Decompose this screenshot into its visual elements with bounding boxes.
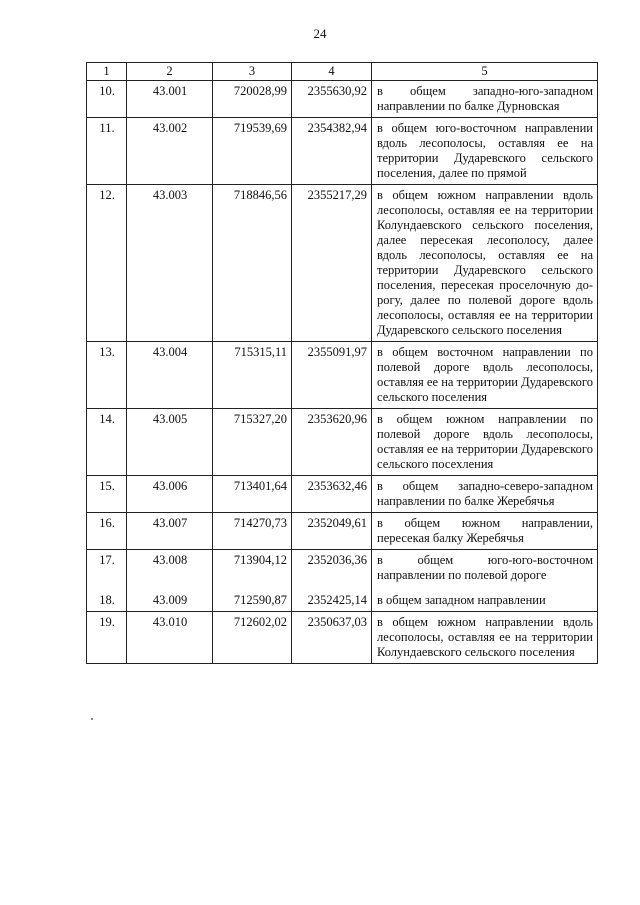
y-coordinate-cell: 2355217,29 (292, 185, 372, 342)
row-number-cell: 13. (87, 342, 127, 409)
point-id-cell: 43.008 (127, 550, 213, 594)
description-cell: в общем южном направлении вдоль лесополосы, оставляя ее на территории Колундаевского сельского поселения, далее пересекая лесополосу, далее вдоль лесополосы, оставляя ее на территории Дударевского сельского поселения, пересекая проселочную дорогу, далее по полевой дороге вдоль лесополосы, оставляя ее на территории Дударевского сельского поселения (372, 185, 598, 342)
y-coordinate-cell: 2353620,96 (292, 409, 372, 476)
x-coordinate-cell: 712602,02 (213, 612, 292, 664)
header-cell: 5 (372, 63, 598, 81)
description-cell: в общем юго-восточном направлении вдоль лесополосы, оставляя ее на территории Дударевского сельского поселения, далее по прямой (372, 118, 598, 185)
description-cell: в общем южном направлении, пересекая балку Жеребячья (372, 513, 598, 550)
y-coordinate-cell: 2350637,03 (292, 612, 372, 664)
table-row (87, 185, 598, 342)
description-cell: в общем восточном направлении по полевой дороге вдоль лесополосы, оставляя ее на территории Дударевского сельского поселения (372, 342, 598, 409)
header-cell: 2 (127, 63, 213, 81)
y-coordinate-cell: 2355091,97 (292, 342, 372, 409)
y-coordinate-cell: 2352425,14 (292, 593, 372, 612)
header-cell: 4 (292, 63, 372, 81)
table-row (87, 513, 598, 550)
description-cell: в общем западном направлении (372, 593, 598, 612)
point-id-cell: 43.005 (127, 409, 213, 476)
x-coordinate-cell: 712590,87 (213, 593, 292, 612)
scan-speck (91, 718, 93, 720)
row-number-cell: 17. (87, 550, 127, 594)
point-id-cell: 43.009 (127, 593, 213, 612)
y-coordinate-cell: 2355630,92 (292, 81, 372, 118)
point-id-cell: 43.010 (127, 612, 213, 664)
y-coordinate-cell: 2352036,36 (292, 550, 372, 594)
row-number-cell: 18. (87, 593, 127, 612)
row-number-cell: 14. (87, 409, 127, 476)
x-coordinate-cell: 720028,99 (213, 81, 292, 118)
description-cell: в общем южном направлении по полевой дороге вдоль лесополосы, оставляя ее на территории Дударевского сельского посеxления (372, 409, 598, 476)
x-coordinate-cell: 719539,69 (213, 118, 292, 185)
point-id-cell: 43.003 (127, 185, 213, 342)
description-cell: в общем западно-северо-западном направлении по балке Жеребячья (372, 476, 598, 513)
table-row (87, 342, 598, 409)
point-id-cell: 43.002 (127, 118, 213, 185)
table-row (87, 409, 598, 476)
description-cell: в общем западно-юго-западном направлении по балке Дурновская (372, 81, 598, 118)
x-coordinate-cell: 715327,20 (213, 409, 292, 476)
table-row (87, 612, 598, 664)
x-coordinate-cell: 715315,11 (213, 342, 292, 409)
x-coordinate-cell: 713401,64 (213, 476, 292, 513)
description-cell: в общем юго-юго-восточном направлении по полевой дороге (372, 550, 598, 594)
page-number: 24 (313, 26, 327, 41)
row-number-cell: 10. (87, 81, 127, 118)
point-id-cell: 43.007 (127, 513, 213, 550)
y-coordinate-cell: 2354382,94 (292, 118, 372, 185)
x-coordinate-cell: 714270,73 (213, 513, 292, 550)
header-row (87, 63, 598, 81)
x-coordinate-cell: 718846,56 (213, 185, 292, 342)
coordinates-table (86, 62, 598, 664)
table-row (87, 550, 598, 594)
row-number-cell: 15. (87, 476, 127, 513)
row-number-cell: 19. (87, 612, 127, 664)
y-coordinate-cell: 2352049,61 (292, 513, 372, 550)
point-id-cell: 43.006 (127, 476, 213, 513)
table-row (87, 476, 598, 513)
point-id-cell: 43.004 (127, 342, 213, 409)
header-cell: 3 (213, 63, 292, 81)
table-row (87, 593, 598, 612)
table-row (87, 81, 598, 118)
x-coordinate-cell: 713904,12 (213, 550, 292, 594)
point-id-cell: 43.001 (127, 81, 213, 118)
row-number-cell: 12. (87, 185, 127, 342)
row-number-cell: 16. (87, 513, 127, 550)
description-cell: в общем южном направлении вдоль лесополосы, оставляя ее на территории Колундаевского сельского поселения (372, 612, 598, 664)
header-cell: 1 (87, 63, 127, 81)
y-coordinate-cell: 2353632,46 (292, 476, 372, 513)
table-row (87, 118, 598, 185)
row-number-cell: 11. (87, 118, 127, 185)
